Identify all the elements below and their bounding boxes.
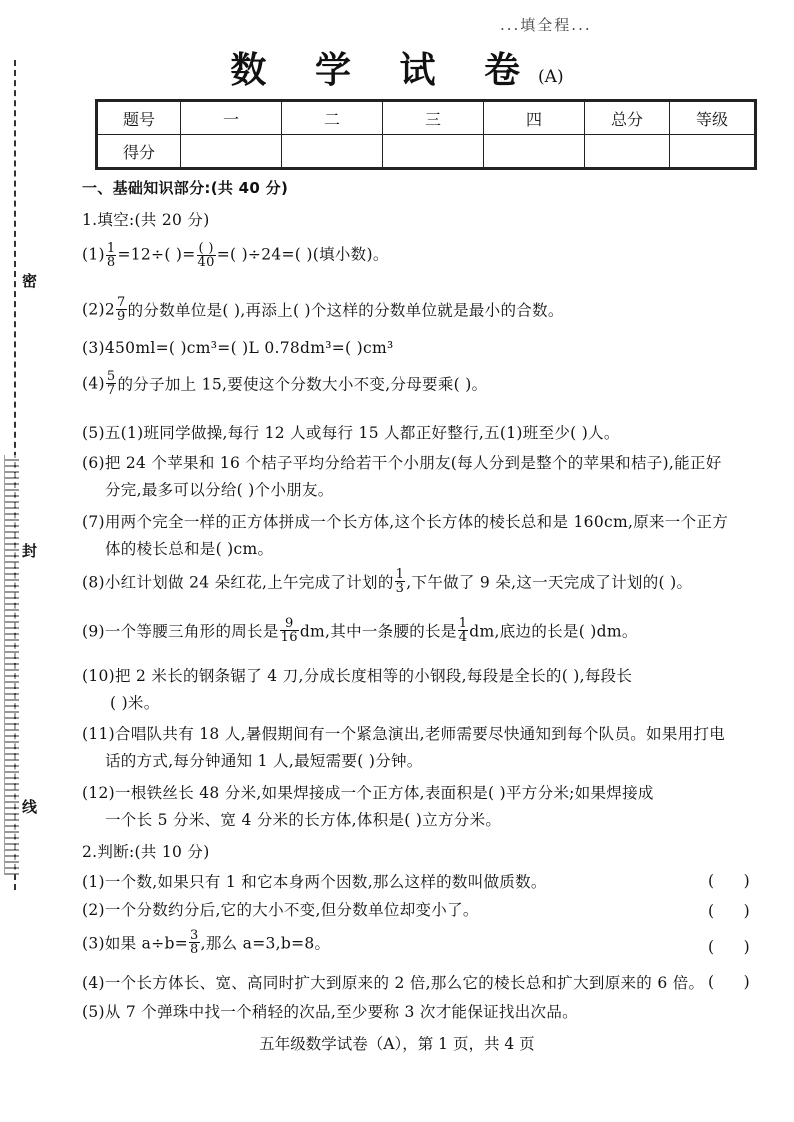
table-cell: 得分 <box>97 135 181 169</box>
score-table-score-row <box>97 135 756 169</box>
table-cell: 总分 <box>585 101 670 135</box>
seal-char-feng: 封 <box>22 536 37 565</box>
question-12: (12)一根铁丝长 48 分米,如果焊接成一个正方体,表面积是( )平方分米;如果焊接成 <box>82 784 654 802</box>
fraction: $\frac{9}{16}$ <box>280 616 298 645</box>
judge-question-1: (1)一个数,如果只有 1 和它本身两个因数,那么这样的数叫做质数。 <box>82 873 547 891</box>
question-4: (4) $\frac{5}{7}$ 的分子加上 15,要使这个分数大小不变,分母要乘( )。 <box>82 369 488 398</box>
seal-char-xian: 线 <box>22 792 37 821</box>
table-cell: 等级 <box>670 101 756 135</box>
title-main: 数 学 试 卷 <box>230 49 539 91</box>
question-1: (1) $\frac{1}{8}$ =12÷( )= $\frac{( )}{40}$ =( )÷24=( )(填小数)。 <box>82 241 389 270</box>
fill-heading: 1.填空:(共 20 分) <box>82 211 210 229</box>
question-3: (3)450ml=( )cm³=( )L 0.78dm³=( )cm³ <box>82 339 394 357</box>
judge-question-4: (4)一个长方体长、宽、高同时扩大到原来的 2 倍,那么它的棱长总和扩大到原来的 6 倍。 <box>82 974 705 992</box>
answer-bracket[interactable]: ( ) <box>708 938 750 956</box>
judge-question-5: (5)从 7 个弹珠中找一个稍轻的次品,至少要称 3 次才能保证找出次品。 <box>82 1003 578 1021</box>
table-cell: 题号 <box>97 101 181 135</box>
title-suffix: (A) <box>538 67 564 87</box>
answer-bracket[interactable]: ( ) <box>708 872 750 890</box>
score-cell[interactable] <box>282 135 383 169</box>
table-cell: 四 <box>484 101 585 135</box>
question-8: (8)小红计划做 24 朵红花,上午完成了计划的 $\frac{1}{3}$ ,下午做了 9 朵,这一天完成了计划的( )。 <box>82 567 693 596</box>
question-10: (10)把 2 米长的钢条锯了 4 刀,分成长度相等的小钢段,每段是全长的( ),每段长 <box>82 667 633 685</box>
question-6-cont: 分完,最多可以分给( )个小朋友。 <box>105 481 334 499</box>
page-title <box>0 42 794 93</box>
answer-bracket[interactable]: ( ) <box>708 973 750 991</box>
question-9: (9)一个等腰三角形的周长是 $\frac{9}{16}$ dm,其中一条腰的长是 $\frac{1}{4}$ dm,底边的长是( )dm。 <box>82 616 638 645</box>
fraction: $\frac{1}{4}$ <box>458 616 468 645</box>
question-11-cont: 话的方式,每分钟通知 1 人,最短需要( )分钟。 <box>105 752 423 770</box>
score-table-header-row <box>97 101 756 135</box>
fraction: $\frac{1}{8}$ <box>106 241 116 270</box>
fraction: $\frac{7}{9}$ <box>117 295 126 324</box>
question-11: (11)合唱队共有 18 人,暑假期间有一个紧急演出,老师需要尽快通知到每个队员。如果用打电 <box>82 725 726 743</box>
judge-question-3: (3)如果 a÷b= $\frac{3}{8}$ ,那么 a=3,b=8。 <box>82 928 331 957</box>
fraction: $\frac{3}{8}$ <box>190 928 199 957</box>
page-footer: 五年级数学试卷（A），第 1 页，共 4 页 <box>259 1035 535 1053</box>
table-cell: 一 <box>181 101 282 135</box>
score-cell[interactable] <box>670 135 756 169</box>
score-cell[interactable] <box>383 135 484 169</box>
question-6: (6)把 24 个苹果和 16 个桔子平均分给若干个小朋友(每人分到是整个的苹果和桔子),能正好 <box>82 454 722 472</box>
question-2: (2)2 $\frac{7}{9}$ 的分数单位是( ),再添上( )个这样的分数单位就是最小的合数。 <box>82 295 564 324</box>
fraction: $\frac{5}{7}$ <box>106 369 116 398</box>
score-cell[interactable] <box>585 135 670 169</box>
table-cell: 三 <box>383 101 484 135</box>
fraction: $\frac{( )}{40}$ <box>197 241 215 270</box>
seal-char-mi: 密 <box>22 266 37 295</box>
question-7-cont: 体的棱长总和是( )cm。 <box>105 540 274 558</box>
question-5: (5)五(1)班同学做操,每行 12 人或每行 15 人都正好整行,五(1)班至少( )人。 <box>82 424 620 442</box>
fraction: $\frac{1}{3}$ <box>395 567 405 596</box>
score-cell[interactable] <box>181 135 282 169</box>
top-note: ...填全程... <box>500 16 592 34</box>
table-cell: 二 <box>282 101 383 135</box>
judge-heading: 2.判断:(共 10 分) <box>82 843 210 861</box>
question-7: (7)用两个完全一样的正方体拼成一个长方体,这个长方体的棱长总和是 160cm,原来一个正方 <box>82 513 729 531</box>
decorative-border <box>4 455 19 875</box>
score-cell[interactable] <box>484 135 585 169</box>
score-table <box>95 99 757 170</box>
judge-question-2: (2)一个分数约分后,它的大小不变,但分数单位却变小了。 <box>82 901 479 919</box>
question-12-cont: 一个长 5 分米、宽 4 分米的长方体,体积是( )立方分米。 <box>105 811 502 829</box>
section-heading: 一、基础知识部分:(共 40 分) <box>82 179 289 197</box>
question-10-cont: ( )米。 <box>110 694 160 712</box>
answer-bracket[interactable]: ( ) <box>708 902 750 920</box>
